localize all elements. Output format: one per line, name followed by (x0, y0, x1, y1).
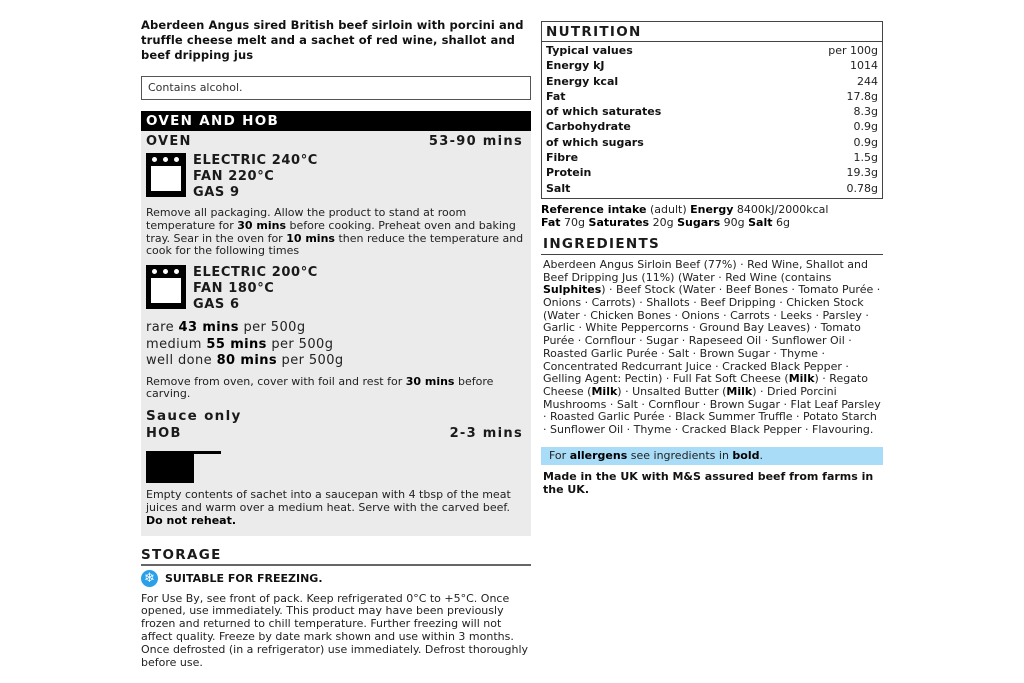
oven-label: OVEN (146, 134, 192, 149)
nutrition-row: Energy kcal 244 (546, 74, 878, 88)
oven-temps-1 (193, 153, 318, 201)
oven-temps-2 (193, 265, 318, 313)
nutrition-row: Energy kJ 1014 (546, 59, 878, 73)
fan-temp: FAN 220°C (193, 169, 275, 184)
sauce-only-label: Sauce only (146, 408, 242, 425)
rest-instructions: Remove from oven, cover with foil and rest for 30 mins before carving. (146, 374, 494, 401)
doneness-rare: rare 43 mins per 500g (146, 320, 306, 336)
hob-label: HOB (146, 426, 182, 442)
doneness-medium: medium 55 mins per 500g (146, 336, 334, 352)
nutrition-row: Salt 0.78g (546, 181, 878, 195)
freezing-notice (141, 570, 531, 588)
oven-icon (146, 153, 186, 197)
oven-instructions: Remove all packaging. Allow the product to stand at room temperature for 30 mins before cooking. Preheat oven and baking tray. Sear in the oven for 10 mins then reduce the temperature and cook for the following times (146, 206, 524, 258)
hob-heading (141, 423, 531, 441)
storage-text: For Use By, see front of pack. Keep refrigerated 0°C to +5°C. Once opened, use immediately. This product may have been previously frozen and returned to chill temperature. Further freezing will not affect quality. Freeze by date mark shown and use within 3 months. Once defrosted (in a refrigerator) use immediately. Defrost thoroughly before use. (141, 591, 529, 669)
oven-stage-1 (141, 149, 531, 201)
doneness-times (141, 313, 531, 370)
allergen-notice: For allergens see ingredients in bold. (541, 447, 883, 465)
electric-temp: ELECTRIC 240°C (193, 153, 318, 168)
oven-heading (141, 131, 531, 149)
reference-intake: Reference intake (adult) Energy 8400kJ/2000kcal Fat 70g Saturates 20g Sugars 90g Salt 6g (541, 202, 829, 229)
nutrition-row: Fibre 1.5g (546, 151, 878, 165)
cooking-section-title: OVEN AND HOB (141, 111, 531, 131)
nutrition-row: of which sugars 0.9g (546, 135, 878, 149)
oven-time: 53-90 mins (428, 134, 523, 149)
saucepan-icon (141, 441, 531, 481)
gas-mark: GAS 6 (193, 297, 240, 313)
product-title: Aberdeen Angus sired British beef sirloin with porcini and truffle cheese melt and a sachet of red wine, shallot and beef dripping jus (141, 18, 524, 62)
reheat-warning: Do not reheat. (146, 513, 237, 527)
oven-icon (146, 265, 186, 309)
nutrition-row: Carbohydrate 0.9g (546, 120, 878, 134)
origin-statement: Made in the UK with M&S assured beef from farms in the UK. (543, 469, 874, 496)
nutrition-row: Fat 17.8g (546, 89, 878, 103)
ingredients-text: Aberdeen Angus Sirloin Beef (77%) · Red Wine, Shallot and Beef Dripping Jus (11%) (Water · Red Wine (contains Sulphites) · Beef Stock (Water · Beef Bones · Tomato Purée · Onions · Carrots) · Shallots · Beef Dripping · Chicken Stock (Water · Chicken Bones · Onions · Carrots · Leeks · Parsley · Garlic · White Peppercorns · Ground Bay Leaves) · Tomato Purée · Cornflour · Sugar · Rapeseed Oil · Sunflower Oil · Roasted Garlic Purée · Salt · Brown Sugar · Thyme · Concentrated Redcurrant Juice · Cracked Black Pepper · Gelling Agent: Pectin) · Full Fat Soft Cheese (Milk) · Regato Cheese (Milk) · Unsalted Butter (Milk) · Dried Porcini Mushrooms · Salt · Cornflour · Brown Sugar · Flat Leaf Parsley · Roasted Garlic Purée · Black Summer Truffle · Potato Starch · Sunflower Oil · Thyme · Cracked Black Pepper · Flavouring. (543, 257, 881, 437)
alcohol-notice: Contains alcohol. (141, 76, 531, 100)
hob-instructions: Empty contents of sachet into a saucepan with 4 tbsp of the meat juices and warm over a medium heat. Serve with the carved beef. Do not reheat. (146, 488, 511, 527)
snowflake-icon: ❄ (141, 570, 158, 587)
freezing-label: SUITABLE FOR FREEZING. (165, 572, 323, 586)
electric-temp: ELECTRIC 200°C (193, 265, 318, 281)
nutrition-table (541, 21, 883, 199)
oven-stage-2 (141, 258, 531, 313)
right-column (541, 21, 883, 496)
storage-title: STORAGE (141, 546, 531, 566)
left-column (141, 18, 531, 669)
doneness-well-done: well done 80 mins per 500g (146, 353, 344, 369)
nutrition-row: of which saturates 8.3g (546, 105, 878, 119)
gas-mark: GAS 9 (193, 185, 240, 200)
nutrition-title: NUTRITION (542, 22, 882, 42)
nutrition-row: Typical values per 100g (546, 44, 878, 57)
cooking-panel (141, 111, 531, 536)
hob-time: 2-3 mins (449, 426, 523, 442)
nutrition-row: Protein 19.3g (546, 166, 878, 180)
fan-temp: FAN 180°C (193, 281, 275, 297)
ingredients-title: INGREDIENTS (541, 235, 883, 255)
